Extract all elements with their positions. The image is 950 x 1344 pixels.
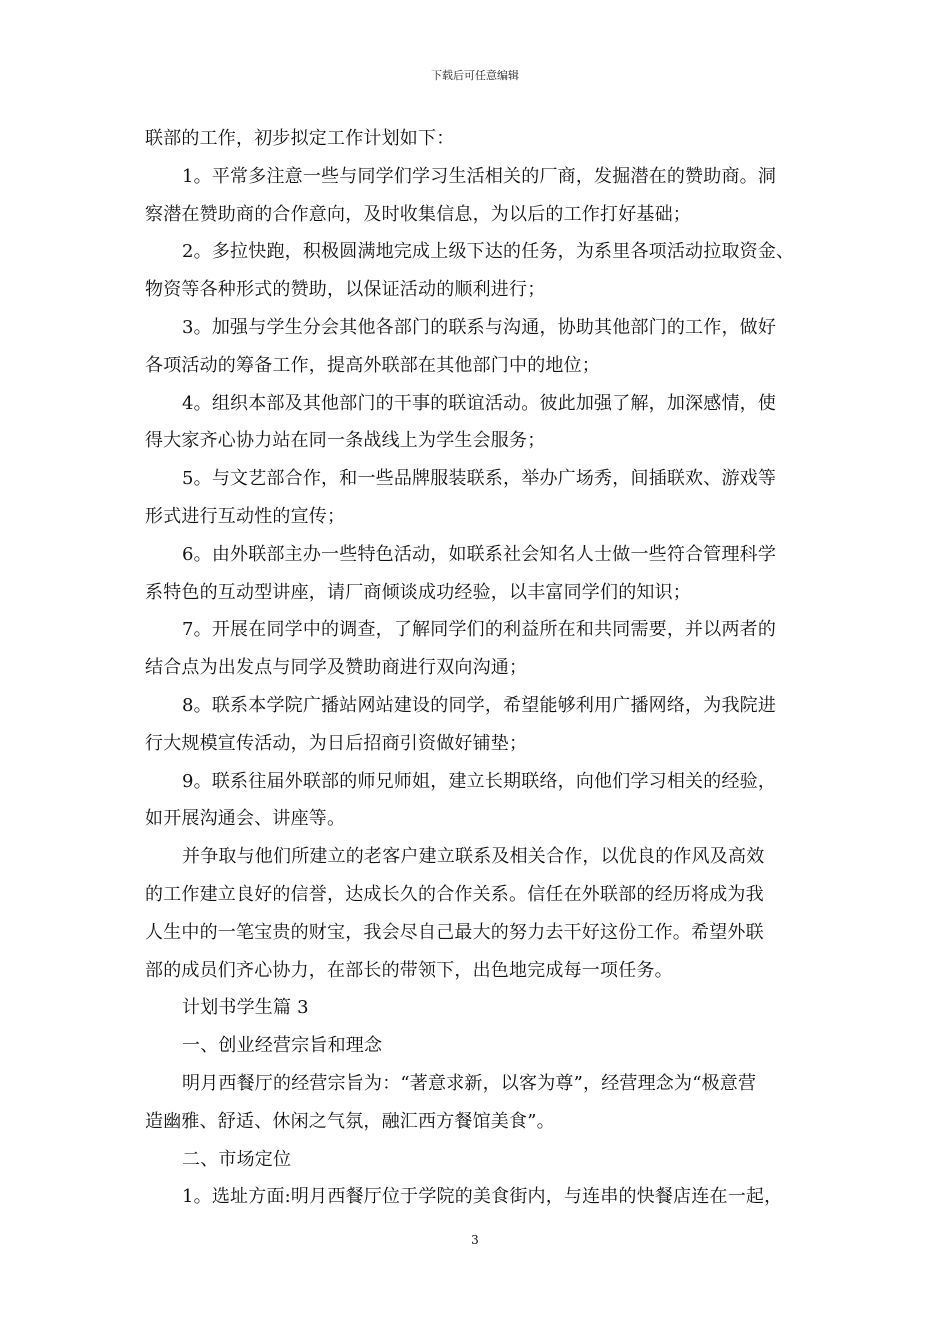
- page-number: 3: [471, 1233, 479, 1247]
- text-line: 2。多拉快跑，积极圆满地完成上级下达的任务，为系里各项活动拉取资金、: [182, 241, 795, 263]
- text-line: 联部的工作，初步拟定工作计划如下：: [145, 128, 455, 149]
- text-line: 1。平常多注意一些与同学们学习生活相关的厂商，发掘潜在的赞助商。洞: [182, 165, 777, 187]
- header-note: 下载后可任意编辑: [431, 69, 519, 82]
- text-line: 二、市场定位: [182, 1148, 292, 1170]
- text-line: 的工作建立良好的信誉，达成长久的合作关系。信任在外联部的经历将成为我: [145, 883, 764, 905]
- text-line: 得大家齐心协力站在同一条战线上为学生会服务；: [145, 430, 546, 452]
- text-line: 6。由外联部主办一些特色活动，如联系社会知名人士做一些符合管理科学: [182, 543, 777, 565]
- text-line: 9。联系往届外联部的师兄师姐，建立长期联络，向他们学习相关的经验，: [182, 770, 777, 792]
- text-line: 8。联系本学院广播站网站建设的同学，希望能够利用广播网络，为我院进: [182, 694, 777, 716]
- text-line: 如开展沟通会、讲座等。: [145, 808, 346, 830]
- text-line: 人生中的一笔宝贵的财宝，我会尽自己最大的努力去干好这份工作。希望外联: [145, 921, 764, 943]
- text-line: 物资等各种形式的赞助，以保证活动的顺利进行；: [145, 279, 546, 301]
- text-line: 造幽雅、舒适、休闲之气氛，融汇西方餐馆美食”。: [145, 1110, 555, 1132]
- text-line: 结合点为出发点与同学及赞助商进行双向沟通；: [145, 657, 528, 679]
- text-line: 行大规模宣传活动，为日后招商引资做好铺垫；: [145, 732, 528, 754]
- text-line: 4。组织本部及其他部门的干事的联谊活动。彼此加强了解，加深感情，使: [182, 392, 777, 414]
- text-line: 各项活动的筹备工作，提高外联部在其他部门中的地位；: [145, 354, 600, 376]
- text-line: 一、创业经营宗旨和理念: [182, 1035, 383, 1057]
- text-line: 1。选址方面:明月西餐厅位于学院的美食街内，与连串的快餐店连在一起，: [182, 1186, 783, 1208]
- text-line: 系特色的互动型讲座，请厂商倾谈成功经验，以丰富同学们的知识；: [145, 581, 691, 603]
- text-line: 3。加强与学生分会其他各部门的联系与沟通，协助其他部门的工作，做好: [182, 316, 777, 338]
- text-line: 明月西餐厅的经营宗旨为：“著意求新，以客为尊”，经营理念为“极意营: [182, 1072, 757, 1094]
- text-line: 7。开展在同学中的调查，了解同学们的利益所在和共同需要，并以两者的: [182, 619, 777, 641]
- document-body: [145, 120, 815, 1216]
- text-line: 5。与文艺部合作，和一些品牌服装联系，举办广场秀，间插联欢、游戏等: [182, 468, 777, 490]
- text-line: 部的成员们齐心协力，在部长的带领下，出色地完成每一项任务。: [145, 959, 673, 981]
- text-line: 并争取与他们所建立的老客户建立联系及相关合作，以优良的作风及高效: [182, 846, 765, 868]
- text-line: 察潜在赞助商的合作意向，及时收集信息，为以后的工作打好基础；: [145, 203, 691, 225]
- text-line: 形式进行互动性的宣传；: [145, 505, 346, 527]
- text-line: 计划书学生篇 3: [182, 997, 309, 1019]
